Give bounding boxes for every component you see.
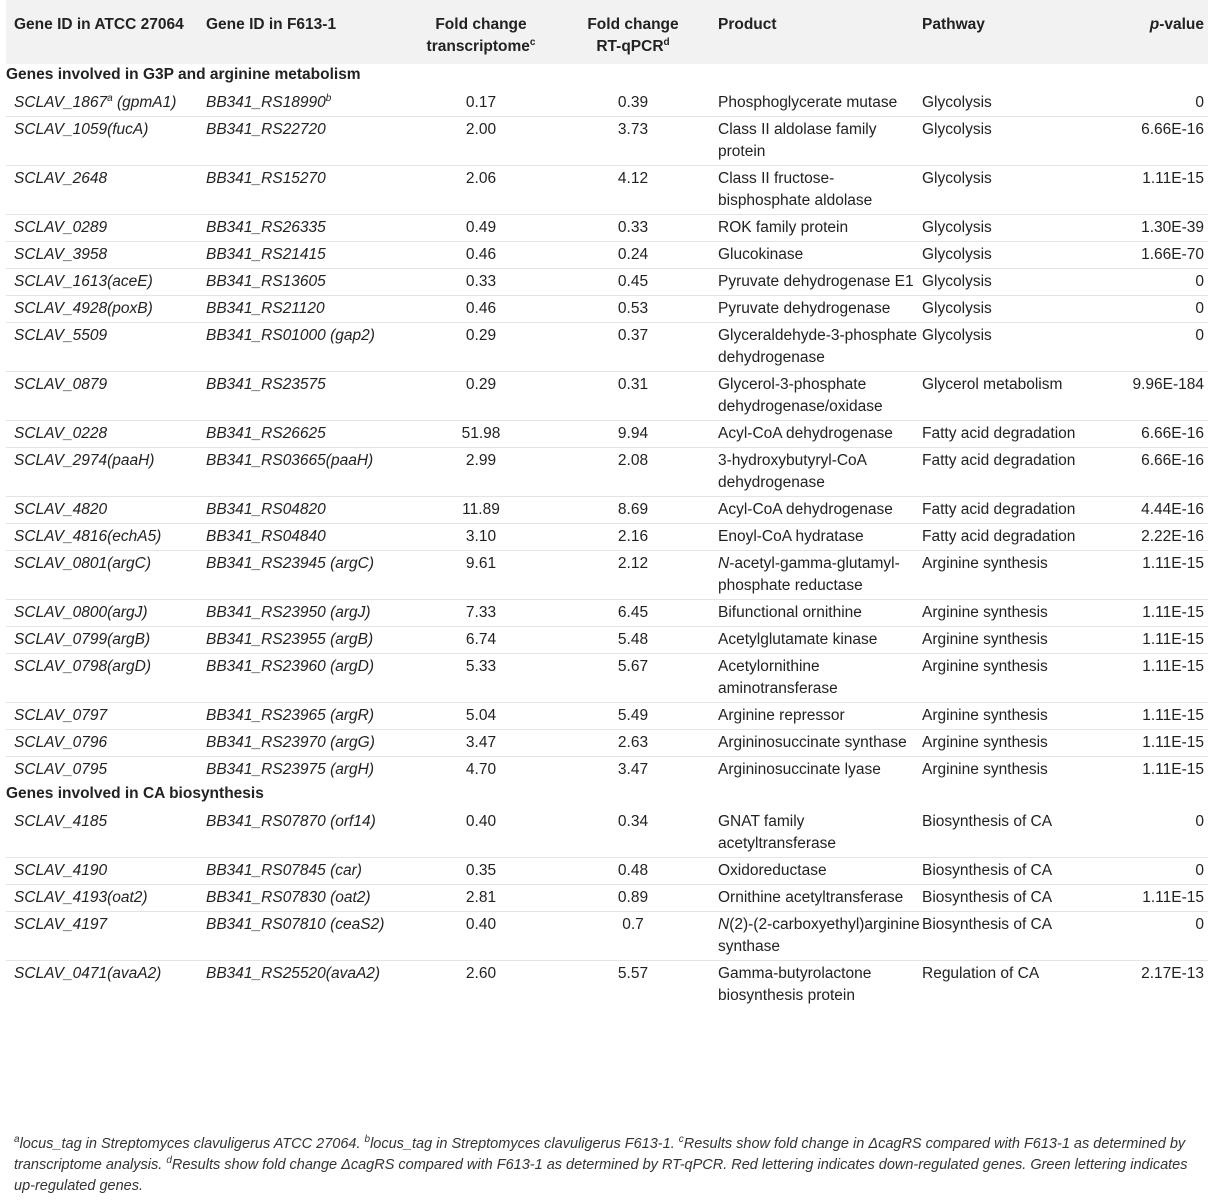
- f613-gene-id: BB341_RS07845 (car): [206, 862, 362, 879]
- p-value: 1.11E-15: [1142, 604, 1204, 621]
- table-row: [6, 524, 1208, 551]
- fold-change-rtqpcr: 2.12: [617, 555, 649, 572]
- section-header-row: [6, 783, 1208, 809]
- product: Argininosuccinate synthase: [718, 734, 907, 751]
- f613-gene-id: BB341_RS23960 (argD): [206, 658, 375, 675]
- table-row: [6, 885, 1208, 912]
- atcc-gene-id: SCLAV_1613(aceE): [14, 273, 153, 290]
- f613-gene-id: BB341_RS23575: [206, 376, 326, 393]
- f613-gene-id: BB341_RS22720: [206, 121, 326, 138]
- p-value: 1.11E-15: [1142, 631, 1204, 648]
- product: N(2)-(2-carboxyethyl)arginine synthase: [718, 916, 920, 955]
- pathway: Glycolysis: [922, 273, 992, 290]
- p-value: 1.30E-39: [1141, 219, 1204, 236]
- f613-gene-id: BB341_RS26335: [206, 219, 326, 236]
- header-fold-change-rtqpcr: Fold change RT-qPCR$^d$: [587, 16, 679, 55]
- atcc-gene-id: SCLAV_4820: [14, 501, 108, 518]
- fold-change-transcriptome: 2.60: [465, 965, 497, 982]
- fold-change-rtqpcr: 0.53: [617, 300, 649, 317]
- atcc-gene-id: SCLAV_4190: [14, 862, 108, 879]
- table-body: [6, 64, 1208, 1009]
- atcc-gene-id: SCLAV_0795: [14, 761, 108, 778]
- fold-change-transcriptome: 0.35: [465, 862, 497, 879]
- fold-change-rtqpcr: 5.57: [617, 965, 649, 982]
- fold-change-rtqpcr: 2.63: [617, 734, 649, 751]
- f613-gene-id: BB341_RS23945 (argC): [206, 555, 375, 572]
- p-value: 6.66E-16: [1141, 121, 1204, 138]
- product: Glucokinase: [718, 246, 804, 263]
- atcc-gene-id: SCLAV_1867$^a$ (gpmA1): [14, 92, 177, 111]
- fold-change-rtqpcr: 0.37: [617, 327, 649, 344]
- header-f613-gene-id: Gene ID in F613-1: [206, 16, 337, 33]
- f613-gene-id: BB341_RS07830 (oat2): [206, 889, 371, 906]
- table-header-row: [6, 0, 1208, 64]
- table-row: [6, 497, 1208, 524]
- pathway: Glycolysis: [922, 300, 992, 317]
- fold-change-transcriptome: 4.70: [465, 761, 497, 778]
- pathway: Fatty acid degradation: [922, 528, 1076, 545]
- pathway: Arginine synthesis: [922, 707, 1048, 724]
- header-pathway: Pathway: [922, 16, 985, 33]
- table-row: [6, 961, 1208, 1010]
- pathway: Fatty acid degradation: [922, 425, 1076, 442]
- fold-change-transcriptome: 7.33: [465, 604, 497, 621]
- p-value: 9.96E-184: [1132, 376, 1204, 393]
- fold-change-rtqpcr: 0.7: [622, 916, 644, 933]
- product: Acyl-CoA dehydrogenase: [718, 425, 893, 442]
- product: 3-hydroxybutyryl-CoA dehydrogenase: [718, 452, 867, 491]
- table-row: [6, 421, 1208, 448]
- header-fold-change-transcriptome: Fold change transcriptome$^c$: [426, 16, 536, 55]
- pathway: Biosynthesis of CA: [922, 813, 1053, 830]
- p-value: 4.44E-16: [1141, 501, 1204, 518]
- product: Phosphoglycerate mutase: [718, 94, 898, 111]
- product: Oxidoreductase: [718, 862, 827, 879]
- product: Acetylglutamate kinase: [718, 631, 878, 648]
- atcc-gene-id: SCLAV_1059(fucA): [14, 121, 149, 138]
- product: Enoyl-CoA hydratase: [718, 528, 864, 545]
- table-row: [6, 215, 1208, 242]
- atcc-gene-id: SCLAV_0797: [14, 707, 108, 724]
- atcc-gene-id: SCLAV_0796: [14, 734, 108, 751]
- product: GNAT family acetyltransferase: [718, 813, 837, 852]
- atcc-gene-id: SCLAV_4816(echA5): [14, 528, 162, 545]
- p-value: 1.11E-15: [1142, 761, 1204, 778]
- fold-change-rtqpcr: 5.49: [617, 707, 649, 724]
- table-row: [6, 627, 1208, 654]
- f613-gene-id: BB341_RS21120: [206, 300, 325, 317]
- fold-change-rtqpcr: 0.89: [617, 889, 649, 906]
- f613-gene-id: BB341_RS23965 (argR): [206, 707, 375, 724]
- fold-change-transcriptome: 6.74: [465, 631, 497, 648]
- table-row: [6, 809, 1208, 858]
- table-row: [6, 757, 1208, 784]
- f613-gene-id: BB341_RS01000 (gap2): [206, 327, 375, 344]
- f613-gene-id: BB341_RS04820: [206, 501, 326, 518]
- atcc-gene-id: SCLAV_3958: [14, 246, 108, 263]
- f613-gene-id: BB341_RS07870 (orf14): [206, 813, 376, 830]
- fold-change-transcriptome: 0.29: [465, 327, 497, 344]
- p-value: 1.11E-15: [1142, 734, 1204, 751]
- p-value: 0: [1195, 327, 1204, 344]
- pathway: Arginine synthesis: [922, 658, 1048, 675]
- table-row: [6, 551, 1208, 600]
- atcc-gene-id: SCLAV_4193(oat2): [14, 889, 148, 906]
- table-row: [6, 654, 1208, 703]
- pathway: Arginine synthesis: [922, 761, 1048, 778]
- fold-change-transcriptome: 5.04: [465, 707, 497, 724]
- product: Class II aldolase family protein: [718, 121, 877, 160]
- product: Pyruvate dehydrogenase E1: [718, 273, 914, 290]
- p-value: 6.66E-16: [1141, 425, 1204, 442]
- table-row: [6, 730, 1208, 757]
- atcc-gene-id: SCLAV_0471(avaA2): [14, 965, 162, 982]
- header-product: Product: [718, 16, 777, 33]
- product: N-acetyl-gamma-glutamyl-phosphate reductase: [718, 555, 900, 594]
- f613-gene-id: BB341_RS04840: [206, 528, 326, 545]
- fold-change-transcriptome: 11.89: [462, 501, 500, 518]
- fold-change-transcriptome: 3.47: [465, 734, 497, 751]
- section-title: Genes involved in G3P and arginine metabolism: [6, 66, 361, 83]
- fold-change-transcriptome: 0.40: [465, 916, 497, 933]
- pathway: Biosynthesis of CA: [922, 889, 1053, 906]
- pathway: Fatty acid degradation: [922, 501, 1076, 518]
- fold-change-rtqpcr: 0.24: [617, 246, 649, 263]
- product: Acetylornithine aminotransferase: [718, 658, 838, 697]
- fold-change-rtqpcr: 9.94: [617, 425, 649, 442]
- product: Arginine repressor: [718, 707, 845, 724]
- fold-change-transcriptome: 9.61: [465, 555, 497, 572]
- fold-change-rtqpcr: 2.16: [617, 528, 649, 545]
- gene-expression-table: [6, 0, 1208, 1009]
- fold-change-rtqpcr: 0.39: [617, 94, 649, 111]
- section-title: Genes involved in CA biosynthesis: [6, 785, 264, 802]
- f613-gene-id: BB341_RS13605: [206, 273, 326, 290]
- fold-change-rtqpcr: 8.69: [617, 501, 649, 518]
- fold-change-transcriptome: 51.98: [461, 425, 501, 442]
- atcc-gene-id: SCLAV_0289: [14, 219, 108, 236]
- atcc-gene-id: SCLAV_0879: [14, 376, 108, 393]
- product: Argininosuccinate lyase: [718, 761, 881, 778]
- pathway: Arginine synthesis: [922, 734, 1048, 751]
- fold-change-rtqpcr: 0.45: [617, 273, 649, 290]
- fold-change-transcriptome: 2.06: [465, 170, 497, 187]
- table-row: [6, 166, 1208, 215]
- table-row: [6, 372, 1208, 421]
- pathway: Glycolysis: [922, 94, 992, 111]
- fold-change-rtqpcr: 4.12: [617, 170, 649, 187]
- fold-change-rtqpcr: 6.45: [617, 604, 649, 621]
- pathway: Arginine synthesis: [922, 631, 1048, 648]
- pathway: Biosynthesis of CA: [922, 862, 1053, 879]
- fold-change-transcriptome: 0.29: [465, 376, 497, 393]
- table-row: [6, 242, 1208, 269]
- table-row: [6, 323, 1208, 372]
- table-footnote: $^a$locus_tag in Streptomyces clavuligerus ATCC 27064. $^b$locus_tag in Streptomyces clavuligerus F613-1. $^c$Results show fold change in ΔcagRS compared with F613-1 as determined by transcriptome analysis. $^d$Results show fold change ΔcagRS compared with F613-1 as determined by RT-qPCR. Red lettering indicates down-regulated genes. Green lettering indicates up-regulated genes.: [14, 1134, 1188, 1194]
- table-row: [6, 600, 1208, 627]
- table-row: [6, 703, 1208, 730]
- f613-gene-id: BB341_RS23950 (argJ): [206, 604, 371, 621]
- p-value: 0: [1195, 813, 1204, 830]
- pathway: Glycolysis: [922, 327, 992, 344]
- pathway: Arginine synthesis: [922, 604, 1048, 621]
- fold-change-rtqpcr: 5.67: [617, 658, 649, 675]
- fold-change-transcriptome: 2.81: [465, 889, 497, 906]
- product: Glycerol-3-phosphate dehydrogenase/oxidase: [718, 376, 883, 415]
- fold-change-rtqpcr: 0.34: [617, 813, 649, 830]
- fold-change-rtqpcr: 3.73: [617, 121, 649, 138]
- atcc-gene-id: SCLAV_4928(poxB): [14, 300, 153, 317]
- f613-gene-id: BB341_RS03665(paaH): [206, 452, 374, 469]
- product: Class II fructose-bisphosphate aldolase: [718, 170, 873, 209]
- product: ROK family protein: [718, 219, 849, 236]
- table-row: [6, 912, 1208, 961]
- fold-change-transcriptome: 0.49: [465, 219, 497, 236]
- table-row: [6, 90, 1208, 117]
- f613-gene-id: BB341_RS25520(avaA2): [206, 965, 381, 982]
- atcc-gene-id: SCLAV_0228: [14, 425, 108, 442]
- p-value: 1.11E-15: [1142, 889, 1204, 906]
- fold-change-transcriptome: 0.33: [465, 273, 497, 290]
- atcc-gene-id: SCLAV_0798(argD): [14, 658, 151, 675]
- atcc-gene-id: SCLAV_5509: [14, 327, 108, 344]
- f613-gene-id: BB341_RS23970 (argG): [206, 734, 375, 751]
- table-row: [6, 269, 1208, 296]
- atcc-gene-id: SCLAV_4185: [14, 813, 108, 830]
- p-value: 0: [1195, 94, 1204, 111]
- fold-change-rtqpcr: 5.48: [617, 631, 649, 648]
- fold-change-transcriptome: 0.46: [465, 300, 497, 317]
- product: Pyruvate dehydrogenase: [718, 300, 891, 317]
- pathway: Glycolysis: [922, 246, 992, 263]
- product: Gamma-butyrolactone biosynthesis protein: [718, 965, 872, 1004]
- fold-change-transcriptome: 0.17: [465, 94, 497, 111]
- table-row: [6, 117, 1208, 166]
- fold-change-transcriptome: 0.40: [465, 813, 497, 830]
- fold-change-rtqpcr: 3.47: [617, 761, 649, 778]
- atcc-gene-id: SCLAV_2974(paaH): [14, 452, 155, 469]
- product: Glyceraldehyde-3-phosphate dehydrogenase: [718, 327, 918, 366]
- f613-gene-id: BB341_RS15270: [206, 170, 326, 187]
- p-value: 2.22E-16: [1141, 528, 1204, 545]
- f613-gene-id: BB341_RS26625: [206, 425, 326, 442]
- f613-gene-id: BB341_RS18990$^b$: [206, 92, 332, 111]
- fold-change-rtqpcr: 0.33: [617, 219, 649, 236]
- pathway: Glycolysis: [922, 219, 992, 236]
- atcc-gene-id: SCLAV_4197: [14, 916, 108, 933]
- p-value: 0: [1195, 916, 1204, 933]
- fold-change-transcriptome: 2.99: [465, 452, 497, 469]
- p-value: 1.11E-15: [1142, 658, 1204, 675]
- p-value: 0: [1195, 862, 1204, 879]
- atcc-gene-id: SCLAV_2648: [14, 170, 108, 187]
- fold-change-transcriptome: 5.33: [465, 658, 497, 675]
- pathway: Glycolysis: [922, 121, 992, 138]
- fold-change-rtqpcr: 2.08: [617, 452, 649, 469]
- p-value: 1.11E-15: [1142, 170, 1204, 187]
- table-row: [6, 296, 1208, 323]
- f613-gene-id: BB341_RS23975 (argH): [206, 761, 375, 778]
- p-value: 0: [1195, 300, 1204, 317]
- pathway: Glycerol metabolism: [922, 376, 1063, 393]
- fold-change-transcriptome: 0.46: [465, 246, 497, 263]
- product: Ornithine acetyltransferase: [718, 889, 904, 906]
- p-value: 1.11E-15: [1142, 707, 1204, 724]
- pathway: Biosynthesis of CA: [922, 916, 1053, 933]
- f613-gene-id: BB341_RS21415: [206, 246, 326, 263]
- table-row: [6, 448, 1208, 497]
- p-value: 0: [1195, 273, 1204, 290]
- atcc-gene-id: SCLAV_0801(argC): [14, 555, 151, 572]
- pathway: Arginine synthesis: [922, 555, 1048, 572]
- product: Bifunctional ornithine: [718, 604, 862, 621]
- header-p-value: p-value: [1149, 16, 1204, 33]
- p-value: 6.66E-16: [1141, 452, 1204, 469]
- p-value: 2.17E-13: [1141, 965, 1204, 982]
- atcc-gene-id: SCLAV_0800(argJ): [14, 604, 148, 621]
- fold-change-transcriptome: 3.10: [465, 528, 497, 545]
- f613-gene-id: BB341_RS07810 (ceaS2): [206, 916, 385, 933]
- f613-gene-id: BB341_RS23955 (argB): [206, 631, 374, 648]
- fold-change-transcriptome: 2.00: [465, 121, 497, 138]
- pathway: Fatty acid degradation: [922, 452, 1076, 469]
- pathway: Glycolysis: [922, 170, 992, 187]
- header-atcc-gene-id: Gene ID in ATCC 27064: [14, 16, 184, 33]
- atcc-gene-id: SCLAV_0799(argB): [14, 631, 151, 648]
- product: Acyl-CoA dehydrogenase: [718, 501, 893, 518]
- p-value: 1.66E-70: [1141, 246, 1204, 263]
- table-row: [6, 858, 1208, 885]
- p-value: 1.11E-15: [1142, 555, 1204, 572]
- section-header-row: [6, 64, 1208, 90]
- pathway: Regulation of CA: [922, 965, 1040, 982]
- fold-change-rtqpcr: 0.48: [617, 862, 649, 879]
- fold-change-rtqpcr: 0.31: [617, 376, 649, 393]
